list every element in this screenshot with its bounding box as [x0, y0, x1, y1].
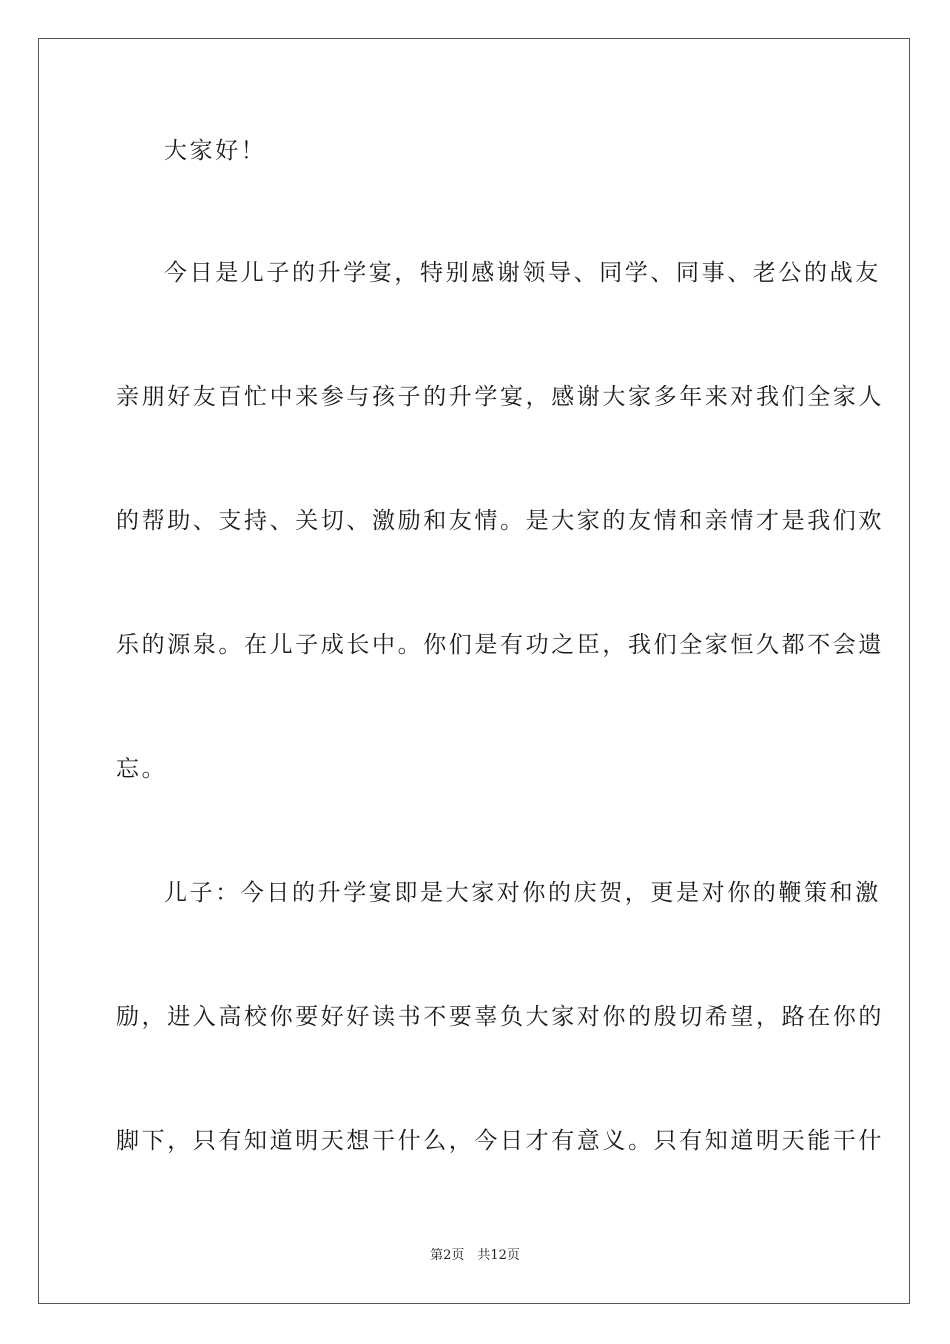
text-line-greeting: 大家好！	[164, 138, 267, 164]
page-number-footer: 第2页 共12页	[430, 1248, 520, 1263]
text-line: 脚下，只有知道明天想干什么，今日才有意义。只有知道明天能干什	[116, 1128, 884, 1154]
text-line: 亲朋好友百忙中来参与孩子的升学宴，感谢大家多年来对我们全家人	[116, 384, 884, 410]
text-line: 励，进入高校你要好好读书不要辜负大家对你的殷切希望，路在你的	[116, 1004, 884, 1030]
text-line: 今日是儿子的升学宴，特别感谢领导、同学、同事、老公的战友	[164, 260, 881, 286]
page-border	[38, 38, 910, 1304]
text-line: 的帮助、支持、关切、激励和友情。是大家的友情和亲情才是我们欢	[116, 508, 884, 534]
text-line: 儿子：今日的升学宴即是大家对你的庆贺，更是对你的鞭策和激	[164, 880, 881, 906]
text-line: 乐的源泉。在儿子成长中。你们是有功之臣，我们全家恒久都不会遗	[116, 632, 884, 658]
text-line: 忘。	[116, 756, 168, 782]
